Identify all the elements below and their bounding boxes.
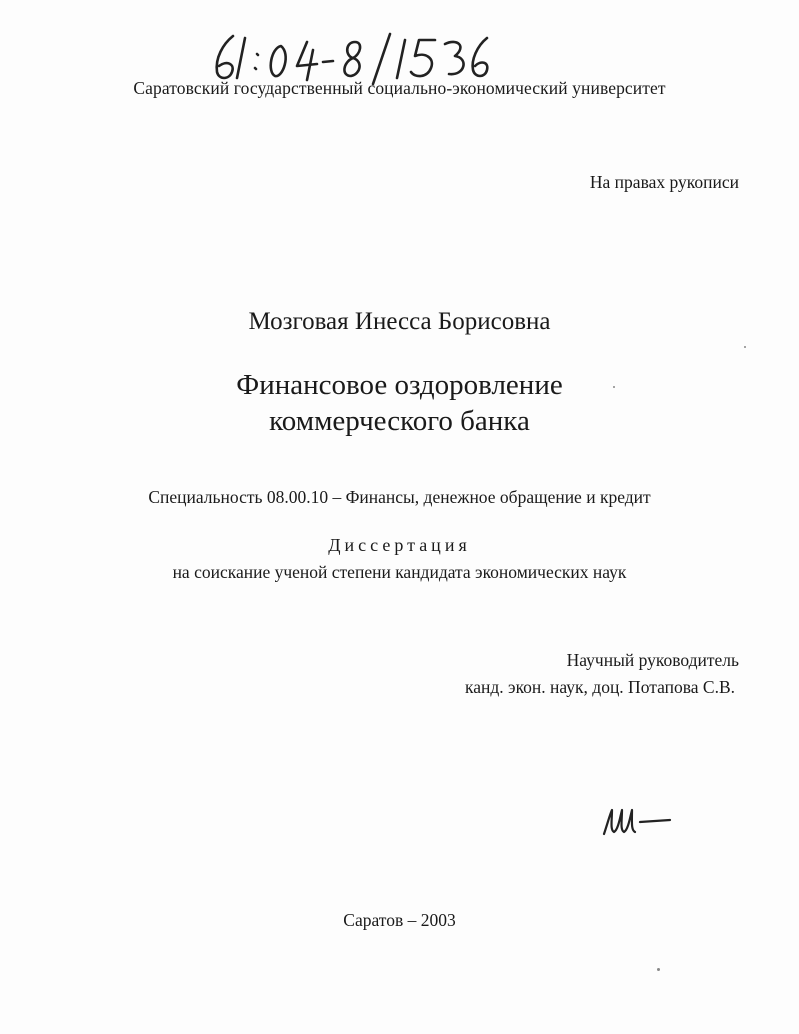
- supervisor-label: Научный руководитель: [566, 650, 739, 670]
- manuscript-rights-note: На правах рукописи: [589, 172, 739, 192]
- city-year: Саратов – 2003: [343, 910, 456, 930]
- scan-speck: [744, 346, 746, 348]
- university-name: Саратовский государственный социально-экономический университет: [133, 78, 666, 98]
- document-type: Диссертация: [328, 535, 471, 555]
- title-line-2: коммерческого банка: [269, 405, 530, 437]
- supervisor-name: канд. экон. наук, доц. Потапова С.В.: [465, 677, 735, 697]
- degree-line: на соискание ученой степени кандидата экономических наук: [172, 562, 627, 582]
- title-line-1: Финансовое оздоровление: [236, 369, 563, 401]
- scan-speck: [657, 968, 660, 971]
- signature-mark: [598, 800, 678, 840]
- specialty-line: Специальность 08.00.10 – Финансы, денежное обращение и кредит: [148, 487, 651, 507]
- dissertation-title: [0, 367, 799, 439]
- scan-speck: [613, 386, 615, 388]
- author-name: Мозговая Инесса Борисовна: [248, 308, 551, 335]
